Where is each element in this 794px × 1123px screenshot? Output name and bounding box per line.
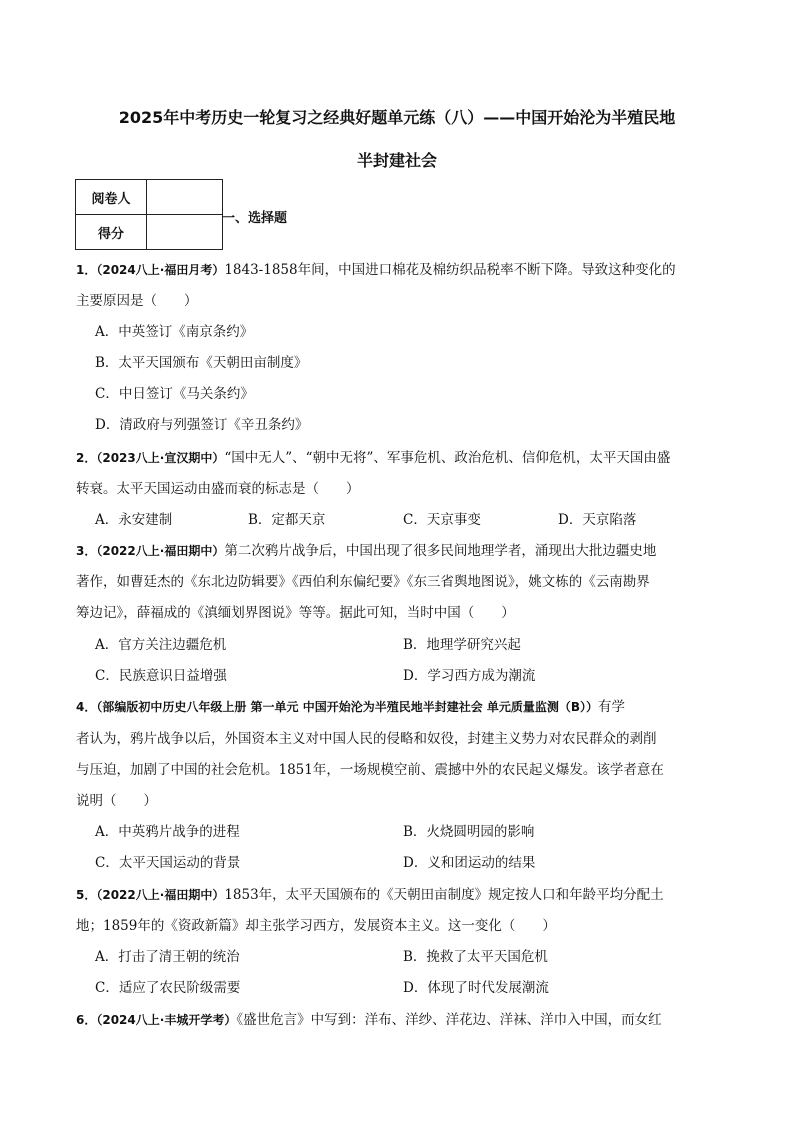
question-4-line-4: 说明（ ） [76, 793, 157, 809]
q2-option-c: C．天京事变 [403, 512, 481, 528]
q1-option-b: B．太平天国颁布《天朝田亩制度》 [95, 355, 308, 371]
question-number: 2． [76, 451, 97, 465]
reviewer-cell [147, 180, 223, 215]
question-text: 《盛世危言》中写到：洋布、洋纱、洋花边、洋袜、洋巾入中国，而女红 [236, 1012, 662, 1028]
question-6-line-1 [76, 1008, 662, 1028]
q3-option-d: D．学习西方成为潮流 [403, 668, 536, 684]
q4-option-c: C．太平天国运动的背景 [95, 855, 241, 871]
q5-option-b: B．挽救了太平天国危机 [403, 949, 548, 965]
question-5-line-2: 地；1859年的《资政新篇》却主张学习西方，发展资本主义。这一变化（ ） [76, 918, 556, 934]
question-number: 3． [76, 544, 97, 558]
question-text: 第二次鸦片战争后，中国出现了很多民间地理学者，涌现出大批边疆史地 [224, 543, 657, 559]
question-text: “国中无人”、“朝中无将”、军事危机、政治危机、信仰危机，太平天国由盛 [224, 450, 671, 466]
q5-option-a: A．打击了清王朝的统治 [95, 949, 240, 965]
question-4-line-3: 与压迫，加剧了中国的社会危机。1851年，一场规模空前、震撼中外的农民起义爆发。该学者意在 [76, 762, 664, 778]
q4-option-a: A．中英鸦片战争的进程 [95, 824, 240, 840]
question-number: 6． [76, 1013, 97, 1027]
q4-option-b: B．火烧圆明园的影响 [403, 824, 535, 840]
score-cell [147, 215, 223, 250]
q2-option-d: D．天京陷落 [558, 512, 637, 528]
question-text: 1853年，太平天国颁布的《天朝田亩制度》规定按人口和年龄平均分配土 [224, 887, 664, 903]
q2-option-b: B．定都天京 [248, 512, 326, 528]
reviewer-label: 阅卷人 [76, 180, 147, 215]
q5-option-d: D．体现了时代发展潮流 [403, 980, 549, 996]
question-4-line-1 [76, 695, 625, 715]
q1-option-d: D．清政府与列强签订《辛丑条约》 [95, 417, 309, 433]
question-3-line-1 [76, 539, 656, 559]
q5-option-c: C．适应了农民阶级需要 [95, 980, 241, 996]
score-label: 得分 [76, 215, 147, 250]
question-1-line-2: 主要原因是（ ） [76, 293, 198, 309]
question-3-line-2: 著作，如曹廷杰的《东北边防辑要》《西伯利东偏纪要》《东三省舆地图说》，姚文栋的《云南勘界 [76, 574, 650, 590]
question-source: （2024八上·丰城开学考） [96, 1013, 237, 1027]
question-2-line-1 [76, 446, 670, 466]
score-table [75, 179, 223, 250]
question-text: 有学 [598, 699, 626, 715]
question-number: 4． [76, 700, 97, 714]
question-2-line-2: 转衰。太平天国运动由盛而衰的标志是（ ） [76, 481, 360, 497]
q3-option-b: B．地理学研究兴起 [403, 637, 521, 653]
question-text: 1843-1858年间，中国进口棉花及棉纺织品税率不断下降。导致这种变化的 [224, 262, 676, 278]
question-number: 5． [76, 888, 97, 902]
question-1-line-1 [76, 258, 676, 278]
question-number: 1． [76, 263, 97, 277]
question-source: （2024八上·福田月考） [96, 263, 225, 277]
page-title-line1: 2025年中考历史一轮复习之经典好题单元练（八）——中国开始沦为半殖民地 [118, 108, 676, 127]
q3-option-a: A．官方关注边疆危机 [95, 637, 227, 653]
q1-option-a: A．中英签订《南京条约》 [95, 324, 254, 340]
q4-option-d: D．义和团运动的结果 [403, 855, 536, 871]
q2-option-a: A．永安建制 [95, 512, 173, 528]
section-title: 一、选择题 [222, 211, 288, 226]
question-5-line-1 [76, 883, 664, 903]
question-source: （2022八上·福田期中） [96, 888, 225, 902]
question-4-line-2: 者认为，鸦片战争以后，外国资本主义对中国人民的侵略和奴役，封建主义势力对农民群众的剥削 [76, 731, 657, 747]
question-source: （部编版初中历史八年级上册 第一单元 中国开始沦为半殖民地半封建社会 单元质量监测（B）） [96, 700, 599, 714]
page-title-line2: 半封建社会 [356, 151, 437, 170]
question-source: （2022八上·福田期中） [96, 544, 225, 558]
question-3-line-3: 筹边记》，薛福成的《滇缅划界图说》等等。据此可知，当时中国（ ） [76, 605, 515, 621]
q1-option-c: C．中日签订《马关条约》 [95, 386, 254, 402]
question-source: （2023八上·宣汉期中） [96, 451, 225, 465]
q3-option-c: C．民族意识日益增强 [95, 668, 227, 684]
